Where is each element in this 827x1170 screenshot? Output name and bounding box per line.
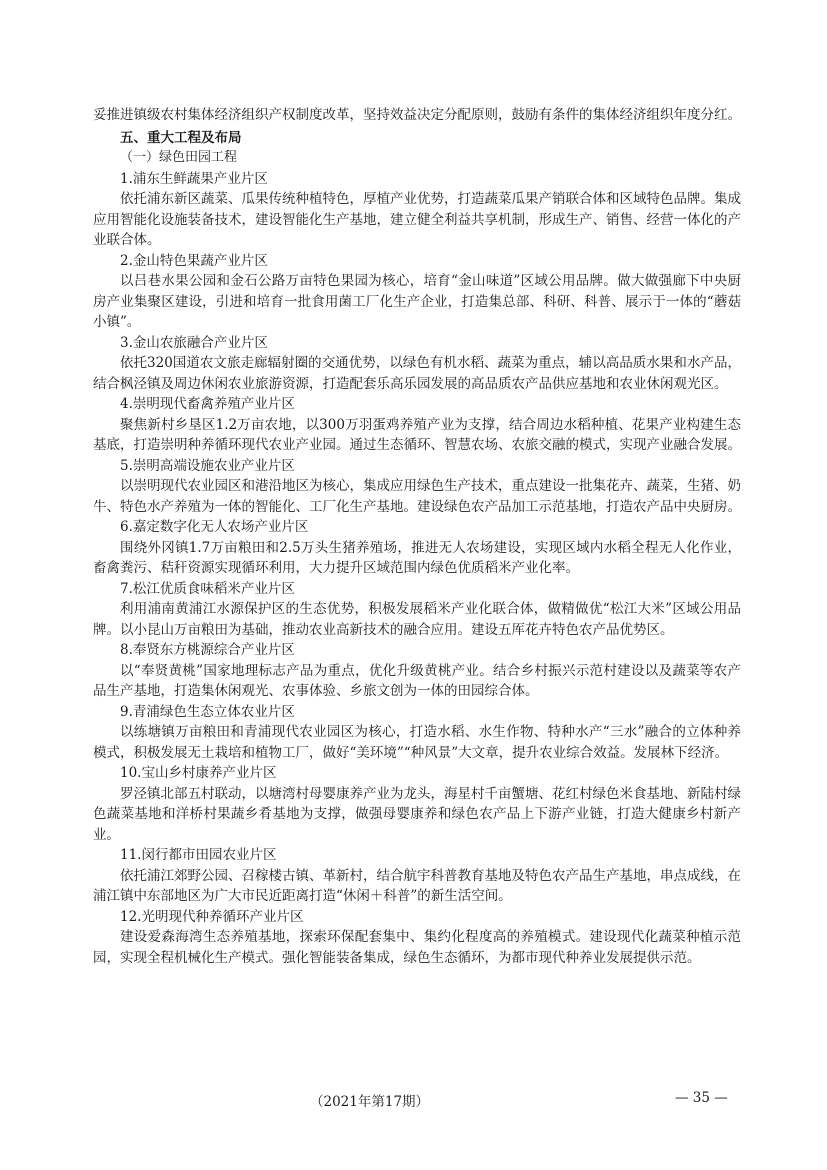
item-body: 利用浦南黄浦江水源保护区的生态优势，积极发展稻米产业化联合体，做精做优“松江大米”区域公用品牌。以小昆山万亩粮田为基础，推动农业高新技术的融合应用。建设五厍花卉特色农产品优势区。 xyxy=(93,601,741,638)
page-number: — 35 — xyxy=(675,1090,728,1106)
item-title: 12.光明现代种养循环产业片区 xyxy=(120,908,304,925)
item-title: 6.嘉定数字化无人农场产业片区 xyxy=(120,519,309,535)
items-list xyxy=(93,169,741,969)
item-body: 以崇明现代农业园区和港沿地区为核心，集成应用绿色生产技术，重点建设一批集花卉、蔬菜，生猪、奶牛、特色水产养殖为一体的智能化、工厂化生产基地。建设绿色农产品加工示范基地，打造农产品中央厨房。 xyxy=(93,478,741,515)
item-title: 5.崇明高端设施农业产业片区 xyxy=(120,457,295,474)
item-title: 4.崇明现代畜禽养殖产业片区 xyxy=(120,396,295,412)
item-body: 围绕外冈镇1.7万亩粮田和2.5万头生猪养殖场，推进无人农场建设，实现区域内水稻全程无人化作业，畜禽粪污、秸秆资源实现循环利用，大力提升区域范围内绿色优质稻米产业化率。 xyxy=(93,539,741,576)
item-title: 3.金山农旅融合产业片区 xyxy=(120,334,268,351)
intro-paragraph: 妥推进镇级农村集体经济组织产权制度改革，坚持效益决定分配原则，鼓励有条件的集体经济组织年度分红。 xyxy=(93,107,741,123)
item-body: 以吕巷水果公园和金石公路万亩特色果园为核心，培育“金山味道”区域公用品牌。做大做强廊下中央厨房产业集聚区建设，引进和培育一批食用菌工厂化生产企业，打造集总部、科研、科普、展示于一体的“蘑菇小镇”。 xyxy=(93,273,741,330)
item-title: 1.浦东生鲜蔬果产业片区 xyxy=(120,170,268,187)
item-title: 7.松江优质食味稻米产业片区 xyxy=(120,580,295,597)
subsection-title: （一）绿色田园工程 xyxy=(120,150,238,165)
item-title: 2.金山特色果蔬产业片区 xyxy=(120,252,268,269)
item-body: 依托浦东新区蔬菜、瓜果传统种植特色，厚植产业优势，打造蔬菜瓜果产销联合体和区域特色品牌。集成应用智能化设施装备技术，建设智能化生产基地，建立健全利益共享机制，形成生产、销售、经营一体化的产业联合体。 xyxy=(93,191,741,248)
page-content xyxy=(93,105,741,968)
item-body: 依托浦江郊野公园、召稼楼古镇、革新村，结合航宇科普教育基地及特色农产品生产基地，串点成线，在浦江镇中东部地区为广大市民近距离打造“休闲＋科普”的新生活空间。 xyxy=(93,867,741,904)
item-title: 10.宝山乡村康养产业片区 xyxy=(120,765,277,781)
item-body: 聚焦新村乡垦区1.2万亩农地，以300万羽蛋鸡养殖产业为支撑，结合周边水稻种植、花果产业构建生态基底，打造崇明种养循环现代农业产业园。通过生态循环、智慧农场、农旅交融的模式，实现产业融合发展。 xyxy=(93,416,741,453)
item-title: 11.闵行都市田园农业片区 xyxy=(120,847,277,863)
issue-label: （2021年第17期） xyxy=(310,1094,430,1110)
item-title: 9.青浦绿色生态立体农业片区 xyxy=(120,703,295,720)
item-title: 8.奉贤东方桃源综合产业片区 xyxy=(120,642,295,658)
item-body: 以练塘镇万亩粮田和青浦现代农业园区为核心，打造水稻、水生作物、特种水产“三水”融合的立体种养模式，积极发展无土栽培和植物工厂，做好“美环境”“种风景”大文章，提升农业综合效益。发展林下经济。 xyxy=(93,724,741,761)
item-body: 依托320国道农文旅走廊辐射圈的交通优势，以绿色有机水稻、蔬菜为重点，辅以高品质水果和水产品，结合枫泾镇及周边休闲农业旅游资源，打造配套乐高乐园发展的高品质农产品供应基地和农业休闲观光区。 xyxy=(93,355,741,392)
item-body: 以“奉贤黄桃”国家地理标志产品为重点，优化升级黄桃产业。结合乡村振兴示范村建设以及蔬菜等农产品生产基地，打造集休闲观光、农事体验、乡旅文创为一体的田园综合体。 xyxy=(93,662,741,699)
item-body: 罗泾镇北部五村联动，以塘湾村母婴康养产业为龙头，海星村千亩蟹塘、花红村绿色米食基地、新陆村绿色蔬菜基地和洋桥村果蔬乡肴基地为支撑，做强母婴康养和绿色农产品上下游产业链，打造大健康乡村新产业。 xyxy=(93,785,741,843)
item-body: 建设爱森海湾生态养殖基地，探索环保配套集中、集约化程度高的养殖模式。建设现代化蔬菜种植示范园，实现全程机械化生产模式。强化智能装备集成，绿色生态循环，为都市现代种养业发展提供示范。 xyxy=(93,929,741,966)
section-title: 五、重大工程及布局 xyxy=(120,129,242,146)
